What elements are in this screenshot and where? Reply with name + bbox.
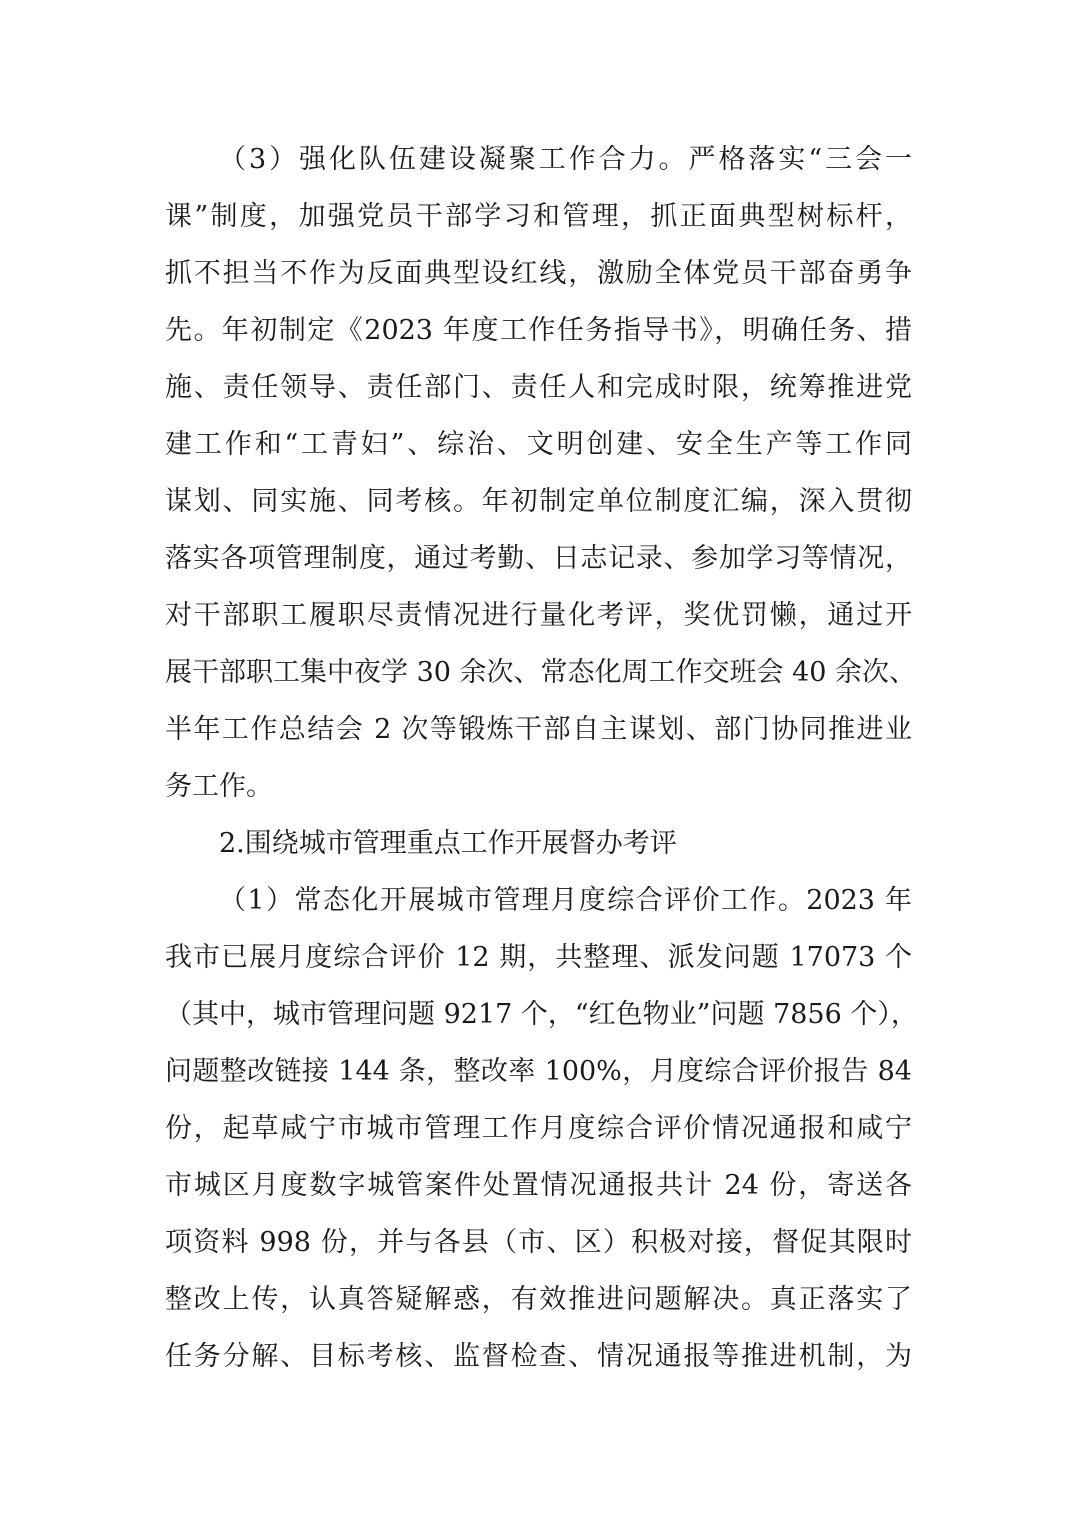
paragraph-1-line-3: （其中，城市管理问题 9217 个，“红色物业”问题 7856 个）， [165, 999, 918, 1030]
paragraph-1-line-8: 整改上传，认真答疑解惑，有效推进问题解决。真正落实了 [165, 1284, 912, 1315]
paragraph-3-line-9: 对干部职工履职尽责情况进行量化考评，奖优罚懒，通过开 [165, 600, 912, 631]
paragraph-3-line-4: 先。年初制定《2023 年度工作任务指导书》，明确任务、措 [165, 315, 912, 346]
paragraph-3-line-10: 展干部职工集中夜学 30 余次、常态化周工作交班会 40 余次、 [165, 657, 917, 688]
paragraph-3-line-7: 谋划、同实施、同考核。年初制定单位制度汇编，深入贯彻 [165, 486, 912, 517]
paragraph-3-line-3: 抓不担当不作为反面典型设红线，激励全体党员干部奋勇争 [165, 258, 912, 289]
paragraph-1-line-7: 项资料 998 份，并与各县（市、区）积极对接，督促其限时 [165, 1227, 912, 1258]
paragraph-3-line-8: 落实各项管理制度，通过考勤、日志记录、参加学习等情况， [165, 543, 912, 574]
paragraph-3-line-12: 务工作。 [165, 771, 273, 802]
paragraph-3-line-6: 建工作和“工青妇”、综治、文明创建、安全生产等工作同 [165, 429, 912, 460]
paragraph-1-line-5: 份，起草咸宁市城市管理工作月度综合评价情况通报和咸宁 [165, 1113, 912, 1144]
paragraph-1-line-4: 问题整改链接 144 条，整改率 100%，月度综合评价报告 84 [165, 1056, 912, 1087]
paragraph-1-line-1: （1）常态化开展城市管理月度综合评价工作。2023 年 [219, 885, 912, 916]
paragraph-1-line-2: 我市已展月度综合评价 12 期，共整理、派发问题 17073 个 [165, 942, 912, 973]
paragraph-1-line-9: 任务分解、目标考核、监督检查、情况通报等推进机制，为 [165, 1341, 912, 1372]
section-heading: 2.围绕城市管理重点工作开展督办考评 [219, 828, 677, 859]
paragraph-3-line-1: （3）强化队伍建设凝聚工作合力。严格落实“三会一 [219, 144, 912, 175]
paragraph-3-line-2: 课”制度，加强党员干部学习和管理，抓正面典型树标杆， [165, 201, 912, 232]
paragraph-1-line-6: 市城区月度数字城管案件处置情况通报共计 24 份，寄送各 [165, 1170, 912, 1201]
paragraph-3-line-5: 施、责任领导、责任部门、责任人和完成时限，统筹推进党 [165, 372, 912, 403]
paragraph-3-line-11: 半年工作总结会 2 次等锻炼干部自主谋划、部门协同推进业 [165, 714, 912, 745]
